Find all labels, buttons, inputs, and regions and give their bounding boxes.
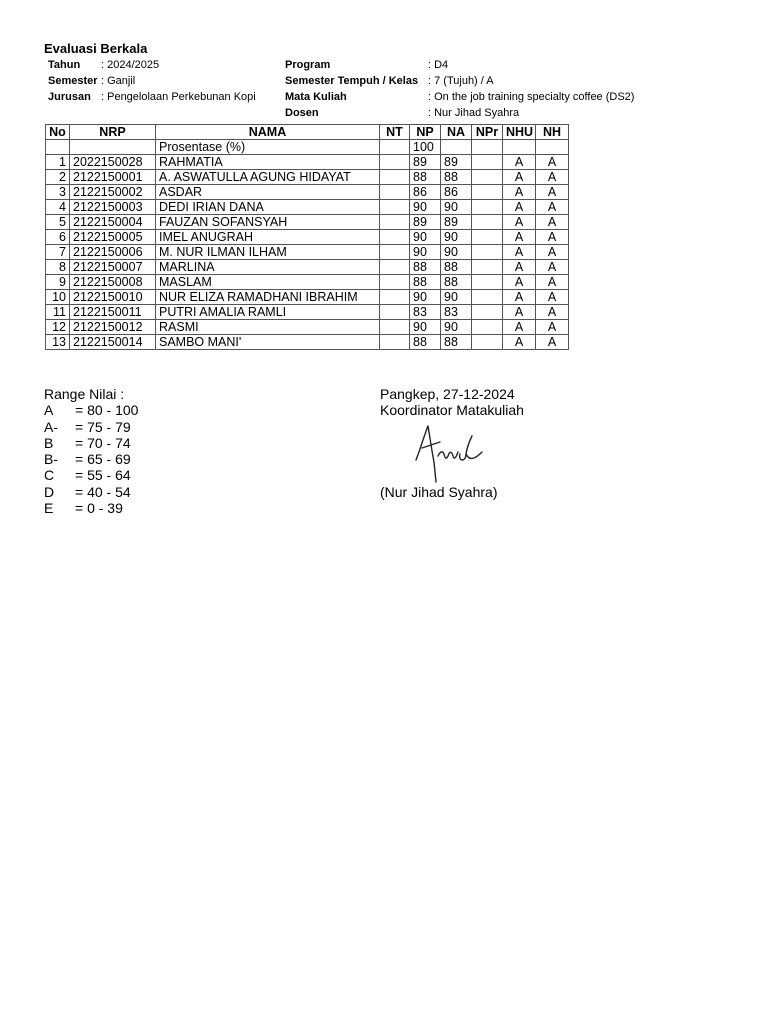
cell-nama: PUTRI AMALIA RAMLI <box>156 305 380 320</box>
table-row <box>46 155 569 170</box>
cell-nama: MARLINA <box>156 260 380 275</box>
range-list <box>44 402 138 516</box>
cell-no: 12 <box>46 320 70 335</box>
range-item <box>44 500 138 516</box>
header-na: NA <box>441 125 472 140</box>
cell-nt <box>380 215 410 230</box>
cell-nh: A <box>536 185 569 200</box>
table-row <box>46 290 569 305</box>
cell-nh: A <box>536 215 569 230</box>
range-item <box>44 402 138 418</box>
cell-na: 90 <box>441 290 472 305</box>
meta-value: : On the job training specialty coffee (DS2) <box>428 91 635 103</box>
cell-nrp: 2122150008 <box>70 275 156 290</box>
meta-key: Semester Tempuh / Kelas <box>285 75 419 87</box>
meta-key: Tahun <box>48 59 81 71</box>
cell-np: 89 <box>410 155 441 170</box>
cell-nama: A. ASWATULLA AGUNG HIDAYAT <box>156 170 380 185</box>
range-value: = 55 - 64 <box>75 467 131 484</box>
cell-nhu: A <box>503 200 536 215</box>
cell-nrp: 2122150012 <box>70 320 156 335</box>
table-header-row <box>46 125 569 140</box>
cell-np: 83 <box>410 305 441 320</box>
meta-tahun <box>48 57 256 73</box>
meta-value: : D4 <box>428 59 449 71</box>
cell-no: 11 <box>46 305 70 320</box>
cell-nhu: A <box>503 335 536 350</box>
table-row <box>46 335 569 350</box>
cell-np: 90 <box>410 230 441 245</box>
table-row <box>46 320 569 335</box>
cell-npr <box>472 245 503 260</box>
meta-value: : 2024/2025 <box>101 59 160 71</box>
cell-nrp: 2122150002 <box>70 185 156 200</box>
cell-nhu: A <box>503 245 536 260</box>
cell-na: 86 <box>441 185 472 200</box>
cell-no: 4 <box>46 200 70 215</box>
grade-table <box>45 124 569 350</box>
range-grade: A- <box>44 418 58 435</box>
cell-nrp: 2122150011 <box>70 305 156 320</box>
table-cell <box>46 140 70 155</box>
cell-nh: A <box>536 305 569 320</box>
range-value: = 0 - 39 <box>75 500 123 517</box>
cell-na: 88 <box>441 335 472 350</box>
cell-na: 88 <box>441 275 472 290</box>
range-item <box>44 467 138 483</box>
range-value: = 65 - 69 <box>75 451 131 468</box>
cell-nrp: 2022150028 <box>70 155 156 170</box>
cell-na: 90 <box>441 245 472 260</box>
meta-dosen <box>285 105 634 121</box>
cell-na: 90 <box>441 320 472 335</box>
meta-key: Mata Kuliah <box>285 91 347 103</box>
cell-nama: IMEL ANUGRAH <box>156 230 380 245</box>
header-nama: NAMA <box>156 125 380 140</box>
cell-nhu: A <box>503 260 536 275</box>
cell-na: 89 <box>441 155 472 170</box>
range-value: = 70 - 74 <box>75 434 131 451</box>
cell-nhu: A <box>503 230 536 245</box>
cell-nt <box>380 260 410 275</box>
range-grade: B- <box>44 451 58 468</box>
cell-na: 89 <box>441 215 472 230</box>
cell-npr <box>472 275 503 290</box>
cell-nrp: 2122150007 <box>70 260 156 275</box>
table-cell <box>70 140 156 155</box>
cell-no: 5 <box>46 215 70 230</box>
cell-np: 90 <box>410 320 441 335</box>
cell-np: 88 <box>410 275 441 290</box>
table-row <box>46 260 569 275</box>
cell-nama: RASMI <box>156 320 380 335</box>
page-title: Evaluasi Berkala <box>44 41 148 56</box>
header-no: No <box>46 125 70 140</box>
table-cell <box>472 140 503 155</box>
meta-key: Jurusan <box>48 91 91 103</box>
table-row <box>46 215 569 230</box>
cell-nama: ASDAR <box>156 185 380 200</box>
cell-np: 90 <box>410 200 441 215</box>
range-item <box>44 451 138 467</box>
cell-nrp: 2122150004 <box>70 215 156 230</box>
table-cell <box>503 140 536 155</box>
range-value: = 40 - 54 <box>75 483 131 500</box>
cell-nh: A <box>536 275 569 290</box>
meta-program <box>285 57 634 73</box>
signature-image <box>410 422 488 484</box>
range-title: Range Nilai : <box>44 386 125 402</box>
cell-no: 13 <box>46 335 70 350</box>
table-row <box>46 305 569 320</box>
range-grade: C <box>44 467 55 484</box>
percent-label: Prosentase (%) <box>156 140 380 155</box>
cell-nh: A <box>536 155 569 170</box>
cell-nt <box>380 275 410 290</box>
cell-npr <box>472 200 503 215</box>
cell-nh: A <box>536 290 569 305</box>
cell-nama: M. NUR ILMAN ILHAM <box>156 245 380 260</box>
range-grade: A <box>44 402 54 419</box>
cell-np: 90 <box>410 245 441 260</box>
percent-np: 100 <box>410 140 441 155</box>
cell-nh: A <box>536 200 569 215</box>
cell-npr <box>472 185 503 200</box>
cell-npr <box>472 320 503 335</box>
cell-nrp: 2122150014 <box>70 335 156 350</box>
range-item <box>44 484 138 500</box>
cell-npr <box>472 215 503 230</box>
cell-no: 6 <box>46 230 70 245</box>
cell-nama: MASLAM <box>156 275 380 290</box>
cell-nhu: A <box>503 215 536 230</box>
meta-key: Dosen <box>285 107 319 119</box>
header-npr: NPr <box>472 125 503 140</box>
cell-nt <box>380 245 410 260</box>
cell-no: 1 <box>46 155 70 170</box>
cell-npr <box>472 230 503 245</box>
cell-nt <box>380 320 410 335</box>
header-nt: NT <box>380 125 410 140</box>
cell-nh: A <box>536 335 569 350</box>
signer-role: Koordinator Matakuliah <box>380 402 524 419</box>
cell-nrp: 2122150001 <box>70 170 156 185</box>
cell-no: 9 <box>46 275 70 290</box>
cell-np: 89 <box>410 215 441 230</box>
meta-key: Program <box>285 59 331 71</box>
meta-jurusan <box>48 89 256 105</box>
meta-semester <box>48 73 256 89</box>
cell-nhu: A <box>503 170 536 185</box>
cell-np: 88 <box>410 170 441 185</box>
range-grade: E <box>44 500 54 517</box>
cell-nt <box>380 305 410 320</box>
cell-npr <box>472 260 503 275</box>
table-cell <box>380 140 410 155</box>
meta-value: : Nur Jihad Syahra <box>428 107 520 119</box>
cell-nrp: 2122150010 <box>70 290 156 305</box>
cell-npr <box>472 170 503 185</box>
meta-key: Semester <box>48 75 98 87</box>
table-row <box>46 275 569 290</box>
table-cell <box>536 140 569 155</box>
cell-nt <box>380 200 410 215</box>
cell-nt <box>380 170 410 185</box>
table-row <box>46 170 569 185</box>
table-row <box>46 230 569 245</box>
header-nrp: NRP <box>70 125 156 140</box>
place-date: Pangkep, 27-12-2024 <box>380 386 515 402</box>
cell-na: 88 <box>441 170 472 185</box>
meta-mata-kuliah <box>285 89 634 105</box>
cell-nhu: A <box>503 185 536 200</box>
grade-range <box>44 386 138 516</box>
header-np: NP <box>410 125 441 140</box>
cell-no: 2 <box>46 170 70 185</box>
header-nhu: NHU <box>503 125 536 140</box>
cell-npr <box>472 155 503 170</box>
cell-no: 7 <box>46 245 70 260</box>
table-cell <box>441 140 472 155</box>
cell-np: 88 <box>410 335 441 350</box>
cell-np: 90 <box>410 290 441 305</box>
cell-npr <box>472 305 503 320</box>
table-row <box>46 200 569 215</box>
range-value: = 80 - 100 <box>75 402 139 419</box>
meta-value: : Ganjil <box>101 75 136 87</box>
cell-nh: A <box>536 230 569 245</box>
cell-nhu: A <box>503 155 536 170</box>
cell-nhu: A <box>503 320 536 335</box>
cell-no: 3 <box>46 185 70 200</box>
cell-na: 90 <box>441 200 472 215</box>
cell-nh: A <box>536 320 569 335</box>
cell-nh: A <box>536 170 569 185</box>
cell-nrp: 2122150005 <box>70 230 156 245</box>
cell-nama: DEDI IRIAN DANA <box>156 200 380 215</box>
signer-name: (Nur Jihad Syahra) <box>380 484 498 500</box>
table-row <box>46 185 569 200</box>
range-grade: D <box>44 483 55 500</box>
cell-na: 83 <box>441 305 472 320</box>
range-value: = 75 - 79 <box>75 418 131 435</box>
cell-nama: SAMBO MANI' <box>156 335 380 350</box>
percent-row <box>46 140 569 155</box>
cell-np: 88 <box>410 260 441 275</box>
cell-nrp: 2122150006 <box>70 245 156 260</box>
meta-semester-kelas <box>285 73 634 89</box>
cell-no: 10 <box>46 290 70 305</box>
meta-right <box>285 57 634 121</box>
cell-no: 8 <box>46 260 70 275</box>
meta-value: : Pengelolaan Perkebunan Kopi <box>101 91 256 103</box>
cell-npr <box>472 335 503 350</box>
cell-nhu: A <box>503 305 536 320</box>
range-grade: B <box>44 434 54 451</box>
cell-na: 90 <box>441 230 472 245</box>
cell-na: 88 <box>441 260 472 275</box>
range-item <box>44 419 138 435</box>
table-body <box>46 140 569 350</box>
cell-nama: NUR ELIZA RAMADHANI IBRAHIM <box>156 290 380 305</box>
cell-nh: A <box>536 245 569 260</box>
range-item <box>44 435 138 451</box>
cell-nhu: A <box>503 290 536 305</box>
cell-nt <box>380 185 410 200</box>
cell-nt <box>380 155 410 170</box>
cell-nama: RAHMATIA <box>156 155 380 170</box>
cell-nrp: 2122150003 <box>70 200 156 215</box>
cell-np: 86 <box>410 185 441 200</box>
cell-nh: A <box>536 260 569 275</box>
signature-block <box>380 386 524 500</box>
meta-left <box>48 57 256 105</box>
cell-nhu: A <box>503 275 536 290</box>
cell-npr <box>472 290 503 305</box>
cell-nama: FAUZAN SOFANSYAH <box>156 215 380 230</box>
meta-value: : 7 (Tujuh) / A <box>428 75 494 87</box>
cell-nt <box>380 290 410 305</box>
cell-nt <box>380 335 410 350</box>
header-nh: NH <box>536 125 569 140</box>
table-row <box>46 245 569 260</box>
cell-nt <box>380 230 410 245</box>
